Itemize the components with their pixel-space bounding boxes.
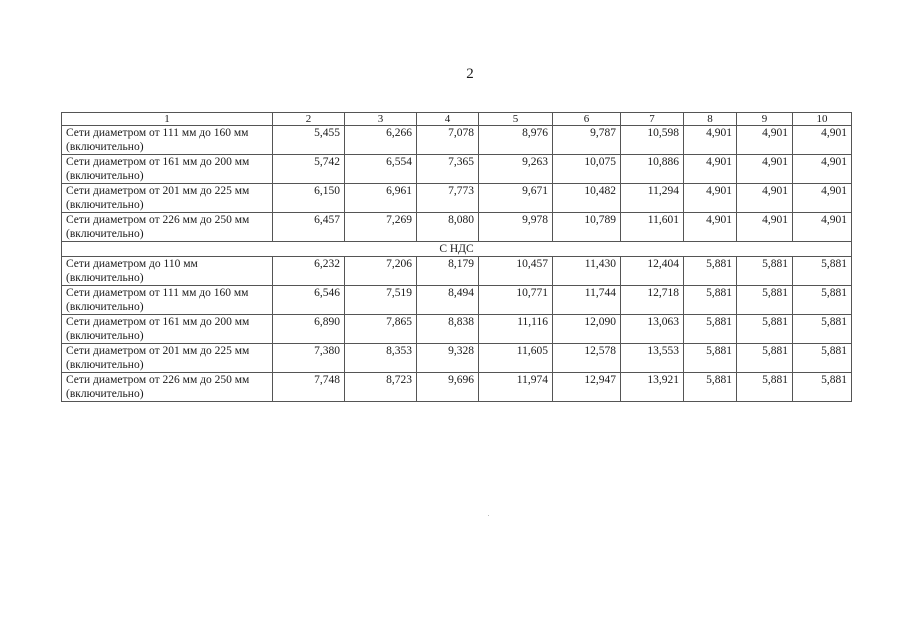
table-row bbox=[62, 344, 852, 373]
table-cell: 12,090 bbox=[553, 315, 621, 344]
tariff-table bbox=[61, 112, 852, 402]
table-cell: 6,890 bbox=[273, 315, 345, 344]
page-number: 2 bbox=[466, 66, 474, 82]
table-cell: 10,075 bbox=[553, 155, 621, 184]
table-cell: 4,901 bbox=[737, 184, 793, 213]
table-row bbox=[62, 213, 852, 242]
table-cell: 6,961 bbox=[345, 184, 417, 213]
table-cell: 4,901 bbox=[793, 126, 852, 155]
table-cell: 5,455 bbox=[273, 126, 345, 155]
table-cell: 5,881 bbox=[737, 373, 793, 402]
table-cell: 4,901 bbox=[737, 155, 793, 184]
table-cell: 7,206 bbox=[345, 257, 417, 286]
table-cell: 10,789 bbox=[553, 213, 621, 242]
table-cell: 13,063 bbox=[621, 315, 684, 344]
row-label: Сети диаметром до 110 мм (включительно) bbox=[62, 257, 273, 286]
scan-speck bbox=[488, 515, 489, 516]
table-cell: 9,328 bbox=[417, 344, 479, 373]
table-cell: 5,881 bbox=[737, 315, 793, 344]
table-cell: 7,865 bbox=[345, 315, 417, 344]
table-body bbox=[62, 113, 852, 402]
table-cell: 8,838 bbox=[417, 315, 479, 344]
table-row bbox=[62, 257, 852, 286]
table-cell: 13,921 bbox=[621, 373, 684, 402]
table-cell: 10,598 bbox=[621, 126, 684, 155]
column-header: 7 bbox=[621, 113, 684, 126]
table-cell: 11,601 bbox=[621, 213, 684, 242]
table-cell: 8,353 bbox=[345, 344, 417, 373]
table-cell: 12,947 bbox=[553, 373, 621, 402]
row-label: Сети диаметром от 161 мм до 200 мм (включительно) bbox=[62, 315, 273, 344]
section-row bbox=[62, 242, 852, 257]
column-header: 6 bbox=[553, 113, 621, 126]
table-cell: 12,578 bbox=[553, 344, 621, 373]
table-cell: 10,886 bbox=[621, 155, 684, 184]
table-cell: 5,881 bbox=[793, 344, 852, 373]
table-cell: 5,881 bbox=[793, 286, 852, 315]
table-cell: 9,696 bbox=[417, 373, 479, 402]
table-cell: 10,771 bbox=[479, 286, 553, 315]
table-cell: 5,881 bbox=[793, 373, 852, 402]
vat-section-heading: С НДС bbox=[62, 242, 852, 257]
table-cell: 11,294 bbox=[621, 184, 684, 213]
table-cell: 7,380 bbox=[273, 344, 345, 373]
table-cell: 6,457 bbox=[273, 213, 345, 242]
row-label: Сети диаметром от 111 мм до 160 мм (включительно) bbox=[62, 126, 273, 155]
table-cell: 10,457 bbox=[479, 257, 553, 286]
column-header: 2 bbox=[273, 113, 345, 126]
table-cell: 10,482 bbox=[553, 184, 621, 213]
table-cell: 7,773 bbox=[417, 184, 479, 213]
table-cell: 4,901 bbox=[684, 155, 737, 184]
table-cell: 6,232 bbox=[273, 257, 345, 286]
table-row bbox=[62, 373, 852, 402]
row-label: Сети диаметром от 111 мм до 160 мм (включительно) bbox=[62, 286, 273, 315]
table-cell: 5,881 bbox=[684, 257, 737, 286]
table-cell: 12,404 bbox=[621, 257, 684, 286]
table-cell: 11,605 bbox=[479, 344, 553, 373]
table-cell: 13,553 bbox=[621, 344, 684, 373]
table-cell: 12,718 bbox=[621, 286, 684, 315]
table-cell: 6,554 bbox=[345, 155, 417, 184]
table-cell: 5,881 bbox=[737, 257, 793, 286]
table-cell: 5,881 bbox=[684, 344, 737, 373]
table-cell: 4,901 bbox=[737, 213, 793, 242]
table-cell: 5,742 bbox=[273, 155, 345, 184]
table-cell: 4,901 bbox=[793, 155, 852, 184]
table-cell: 6,266 bbox=[345, 126, 417, 155]
table-cell: 8,080 bbox=[417, 213, 479, 242]
row-label: Сети диаметром от 161 мм до 200 мм (включительно) bbox=[62, 155, 273, 184]
table-cell: 11,430 bbox=[553, 257, 621, 286]
table-row bbox=[62, 286, 852, 315]
column-header: 5 bbox=[479, 113, 553, 126]
table-cell: 9,978 bbox=[479, 213, 553, 242]
row-label: Сети диаметром от 201 мм до 225 мм (включительно) bbox=[62, 344, 273, 373]
table-cell: 8,179 bbox=[417, 257, 479, 286]
column-header: 4 bbox=[417, 113, 479, 126]
table-cell: 5,881 bbox=[737, 344, 793, 373]
table-cell: 11,744 bbox=[553, 286, 621, 315]
row-label: Сети диаметром от 226 мм до 250 мм (включительно) bbox=[62, 373, 273, 402]
table-cell: 7,748 bbox=[273, 373, 345, 402]
table-cell: 4,901 bbox=[684, 184, 737, 213]
table-cell: 5,881 bbox=[684, 315, 737, 344]
row-label: Сети диаметром от 201 мм до 225 мм (включительно) bbox=[62, 184, 273, 213]
column-header: 9 bbox=[737, 113, 793, 126]
table-cell: 4,901 bbox=[793, 184, 852, 213]
table-cell: 5,881 bbox=[684, 373, 737, 402]
table-row bbox=[62, 315, 852, 344]
table-row bbox=[62, 184, 852, 213]
column-header: 1 bbox=[62, 113, 273, 126]
column-header-row bbox=[62, 113, 852, 126]
row-label: Сети диаметром от 226 мм до 250 мм (включительно) bbox=[62, 213, 273, 242]
table-cell: 6,546 bbox=[273, 286, 345, 315]
table-cell: 4,901 bbox=[737, 126, 793, 155]
table-cell: 7,269 bbox=[345, 213, 417, 242]
table-row bbox=[62, 126, 852, 155]
column-header: 3 bbox=[345, 113, 417, 126]
column-header: 10 bbox=[793, 113, 852, 126]
table-cell: 11,116 bbox=[479, 315, 553, 344]
table-cell: 9,671 bbox=[479, 184, 553, 213]
table-cell: 5,881 bbox=[793, 257, 852, 286]
table-cell: 5,881 bbox=[684, 286, 737, 315]
table-cell: 8,494 bbox=[417, 286, 479, 315]
table-cell: 8,723 bbox=[345, 373, 417, 402]
table-row bbox=[62, 155, 852, 184]
table-cell: 9,263 bbox=[479, 155, 553, 184]
column-header: 8 bbox=[684, 113, 737, 126]
table-cell: 7,519 bbox=[345, 286, 417, 315]
table-cell: 9,787 bbox=[553, 126, 621, 155]
table-cell: 7,078 bbox=[417, 126, 479, 155]
table-cell: 6,150 bbox=[273, 184, 345, 213]
table-cell: 8,976 bbox=[479, 126, 553, 155]
table-cell: 4,901 bbox=[684, 126, 737, 155]
table-cell: 4,901 bbox=[793, 213, 852, 242]
table-cell: 5,881 bbox=[737, 286, 793, 315]
table-cell: 11,974 bbox=[479, 373, 553, 402]
table-cell: 5,881 bbox=[793, 315, 852, 344]
table-cell: 7,365 bbox=[417, 155, 479, 184]
table-cell: 4,901 bbox=[684, 213, 737, 242]
